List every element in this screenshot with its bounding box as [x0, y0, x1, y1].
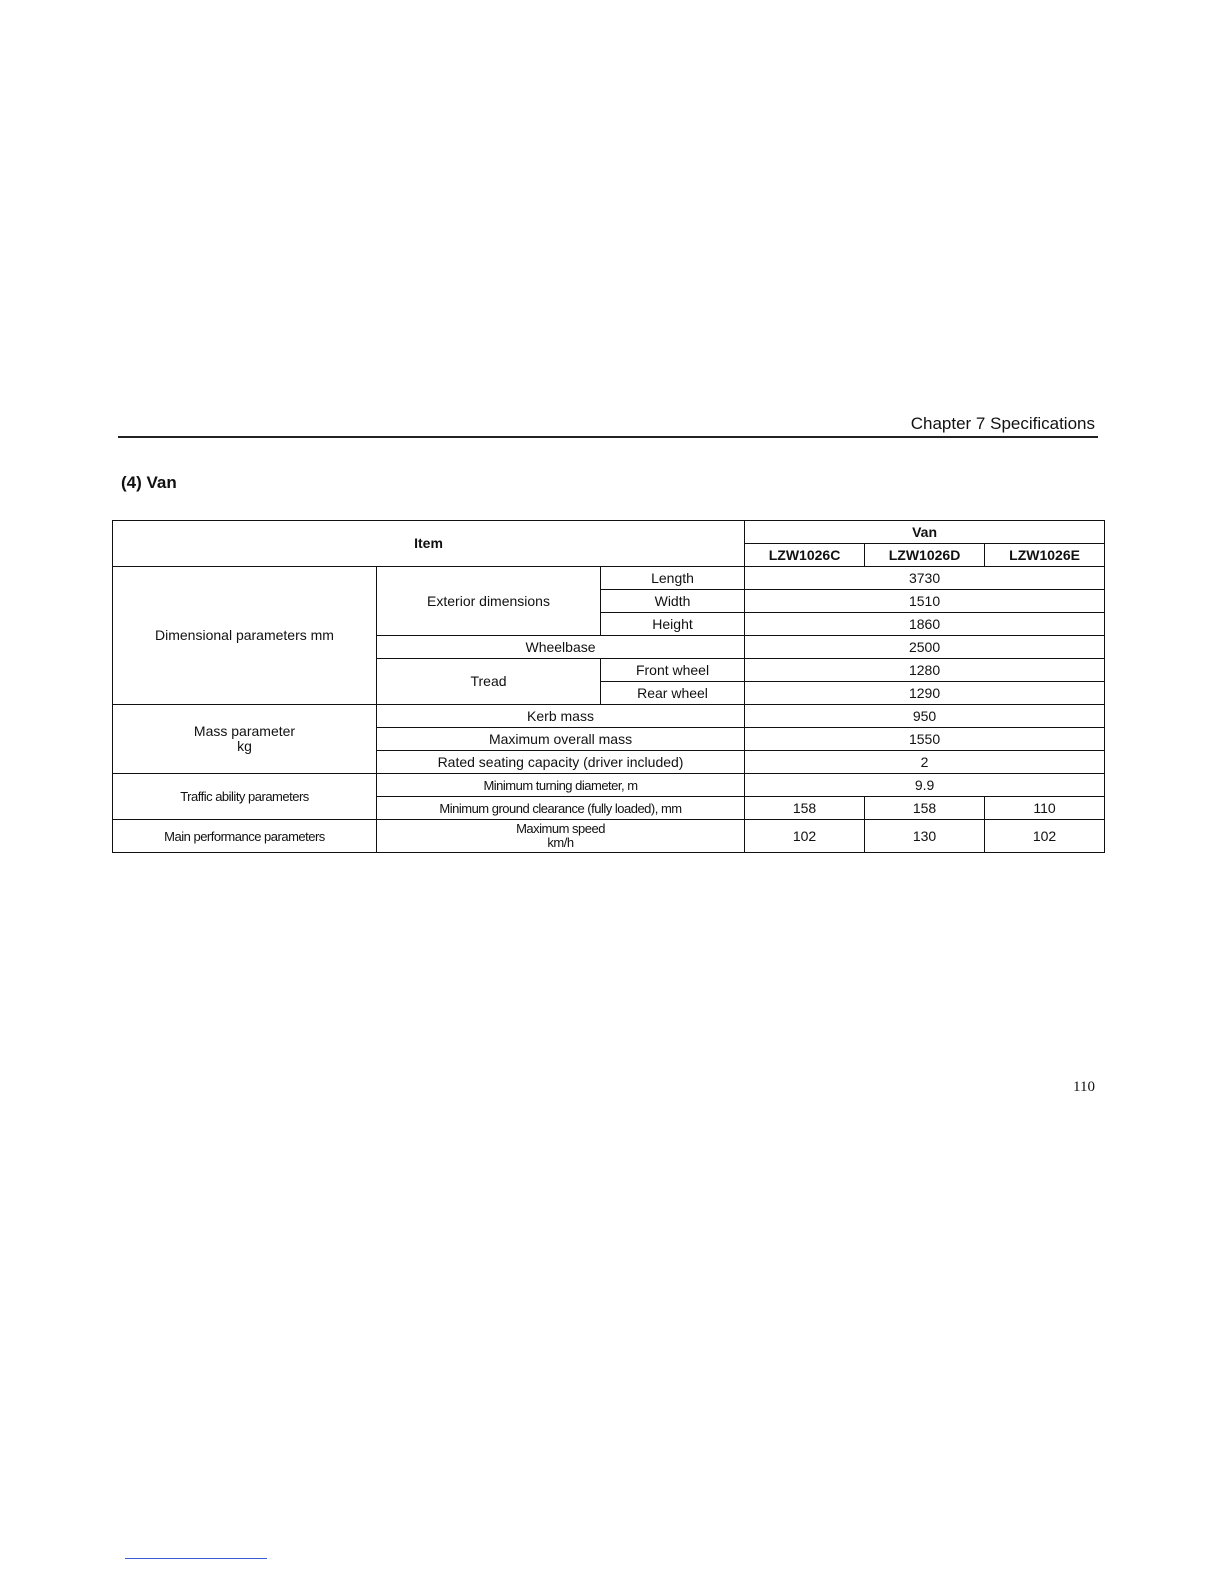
page-number: 110: [1073, 1079, 1095, 1095]
seating-capacity-value: 2: [745, 751, 1105, 774]
rear-wheel-label: Rear wheel: [601, 682, 745, 705]
turning-diameter-value: 9.9: [745, 774, 1105, 797]
header-divider: [118, 436, 1098, 438]
ground-clearance-value: 158: [865, 797, 985, 820]
width-value: 1510: [745, 590, 1105, 613]
overall-mass-value: 1550: [745, 728, 1105, 751]
exterior-dimensions-label: Exterior dimensions: [377, 567, 601, 636]
model-header: LZW1026E: [985, 544, 1105, 567]
wheelbase-value: 2500: [745, 636, 1105, 659]
table-row: [113, 705, 1105, 728]
length-label: Length: [601, 567, 745, 590]
kerb-mass-label: Kerb mass: [377, 705, 745, 728]
item-header: Item: [113, 521, 745, 567]
wheelbase-label: Wheelbase: [377, 636, 745, 659]
rear-wheel-value: 1290: [745, 682, 1105, 705]
van-group-header: Van: [745, 521, 1105, 544]
turning-diameter-label: Minimum turning diameter, m: [377, 774, 745, 797]
kerb-mass-value: 950: [745, 705, 1105, 728]
dimensional-category: Dimensional parameters mm: [113, 567, 377, 705]
front-wheel-value: 1280: [745, 659, 1105, 682]
tread-label: Tread: [377, 659, 601, 705]
max-speed-unit: km/h: [547, 835, 574, 850]
model-header: LZW1026C: [745, 544, 865, 567]
specifications-table: [112, 520, 1105, 853]
model-header: LZW1026D: [865, 544, 985, 567]
front-wheel-label: Front wheel: [601, 659, 745, 682]
table-header-row: [113, 521, 1105, 544]
ground-clearance-value: 110: [985, 797, 1105, 820]
ground-clearance-label: Minimum ground clearance (fully loaded), mm: [377, 797, 745, 820]
seating-capacity-label: Rated seating capacity (driver included): [377, 751, 745, 774]
height-label: Height: [601, 613, 745, 636]
max-speed-value: 102: [745, 820, 865, 853]
table-row: [113, 567, 1105, 590]
mass-category-line1: Mass parameter: [193, 723, 296, 739]
mass-category: [113, 705, 377, 774]
max-speed-value: 130: [865, 820, 985, 853]
section-title: (4) Van: [121, 473, 177, 492]
length-value: 3730: [745, 567, 1105, 590]
footnote-separator: [125, 1558, 267, 1559]
overall-mass-label: Maximum overall mass: [377, 728, 745, 751]
max-speed-value: 102: [985, 820, 1105, 853]
height-value: 1860: [745, 613, 1105, 636]
performance-category: Main performance parameters: [113, 820, 377, 853]
width-label: Width: [601, 590, 745, 613]
table-row: [113, 820, 1105, 853]
max-speed-label: [377, 820, 745, 853]
chapter-title: Chapter 7 Specifications: [910, 414, 1095, 433]
table-row: [113, 774, 1105, 797]
max-speed-label-line1: Maximum speed: [516, 821, 605, 836]
ground-clearance-value: 158: [745, 797, 865, 820]
traffic-category: Traffic ability parameters: [113, 774, 377, 820]
mass-category-unit: kg: [237, 738, 252, 754]
